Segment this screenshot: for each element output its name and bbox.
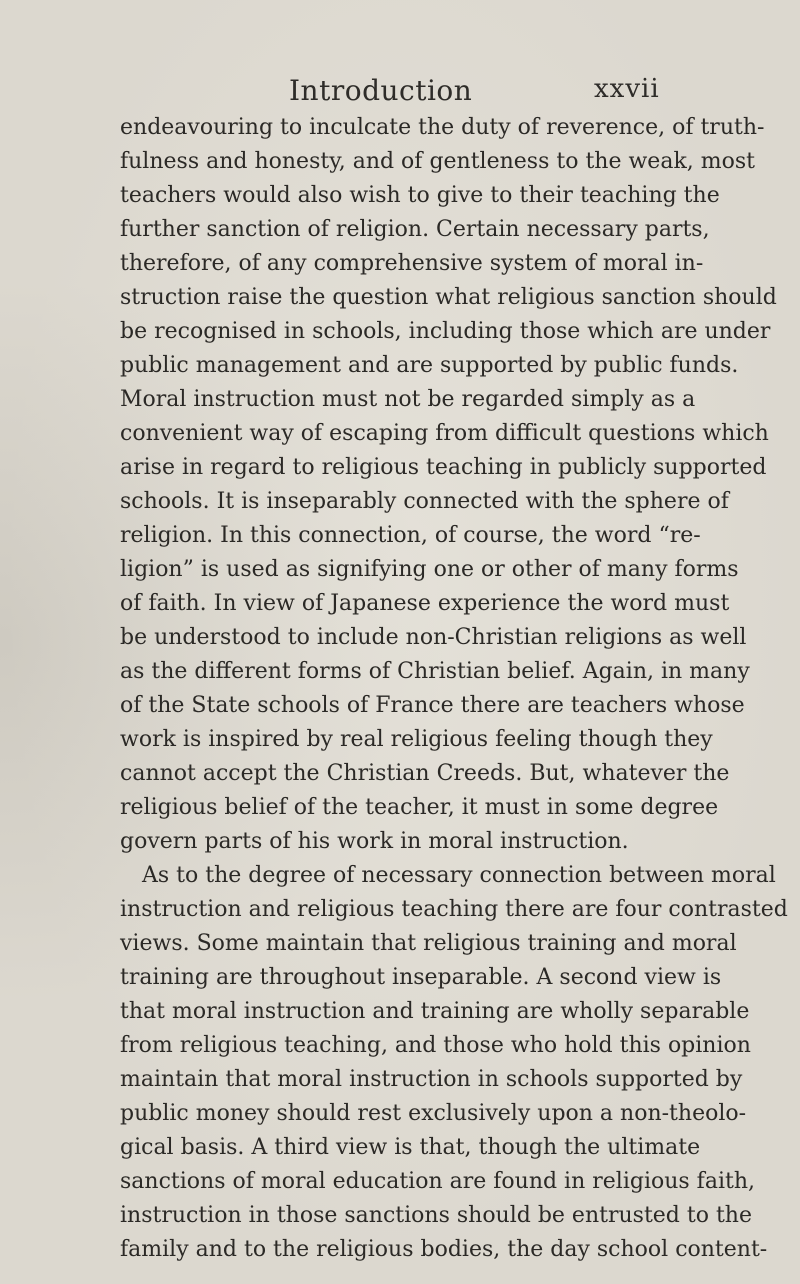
text-line: public money should rest exclusively upon a non-theolo- bbox=[120, 1101, 747, 1126]
text-line: family and to the religious bodies, the day school content- bbox=[120, 1237, 768, 1262]
page-number: xxvii bbox=[594, 74, 660, 104]
text-line: sanctions of moral education are found in religious faith, bbox=[120, 1169, 755, 1194]
paragraph-start-line: As to the degree of necessary connection between moral bbox=[142, 863, 776, 888]
running-head bbox=[0, 74, 800, 114]
text-line: of the State schools of France there are teachers whose bbox=[120, 693, 745, 718]
text-line: that moral instruction and training are wholly separable bbox=[120, 999, 750, 1024]
text-line: cannot accept the Christian Creeds. But, whatever the bbox=[120, 761, 730, 786]
text-line: ligion” is used as signifying one or other of many forms bbox=[120, 557, 739, 582]
text-line: be recognised in schools, including those which are under bbox=[120, 319, 771, 344]
text-line: struction raise the question what religious sanction should bbox=[120, 285, 777, 310]
text-line: instruction in those sanctions should be entrusted to the bbox=[120, 1203, 752, 1228]
text-line: fulness and honesty, and of gentleness to the weak, most bbox=[120, 149, 755, 174]
text-line: from religious teaching, and those who hold this opinion bbox=[120, 1033, 751, 1058]
text-line: arise in regard to religious teaching in publicly supported bbox=[120, 455, 767, 480]
text-line: gical basis. A third view is that, though the ultimate bbox=[120, 1135, 701, 1160]
text-line: further sanction of religion. Certain necessary parts, bbox=[120, 217, 710, 242]
text-line: instruction and religious teaching there are four contrasted bbox=[120, 897, 788, 922]
text-line: maintain that moral instruction in schools supported by bbox=[120, 1067, 743, 1092]
text-line: public management and are supported by public funds. bbox=[120, 353, 739, 378]
text-line: endeavouring to inculcate the duty of reverence, of truth- bbox=[120, 115, 765, 140]
text-line: religion. In this connection, of course, the word “re- bbox=[120, 523, 701, 548]
text-line: training are throughout inseparable. A second view is bbox=[120, 965, 722, 990]
text-line: schools. It is inseparably connected with the sphere of bbox=[120, 489, 729, 514]
text-line: teachers would also wish to give to their teaching the bbox=[120, 183, 720, 208]
text-line: views. Some maintain that religious training and moral bbox=[120, 931, 737, 956]
text-line: govern parts of his work in moral instruction. bbox=[120, 829, 629, 854]
text-line: work is inspired by real religious feeling though they bbox=[120, 727, 713, 752]
text-line: of faith. In view of Japanese experience the word must bbox=[120, 591, 730, 616]
text-line: Moral instruction must not be regarded simply as a bbox=[120, 387, 696, 412]
running-head-title: Introduction bbox=[289, 74, 473, 107]
text-line: religious belief of the teacher, it must in some degree bbox=[120, 795, 719, 820]
text-line: convenient way of escaping from difficult questions which bbox=[120, 421, 769, 446]
text-line: as the different forms of Christian belief. Again, in many bbox=[120, 659, 750, 684]
text-line: therefore, of any comprehensive system of moral in- bbox=[120, 251, 704, 276]
text-line: be understood to include non-Christian religions as well bbox=[120, 625, 747, 650]
